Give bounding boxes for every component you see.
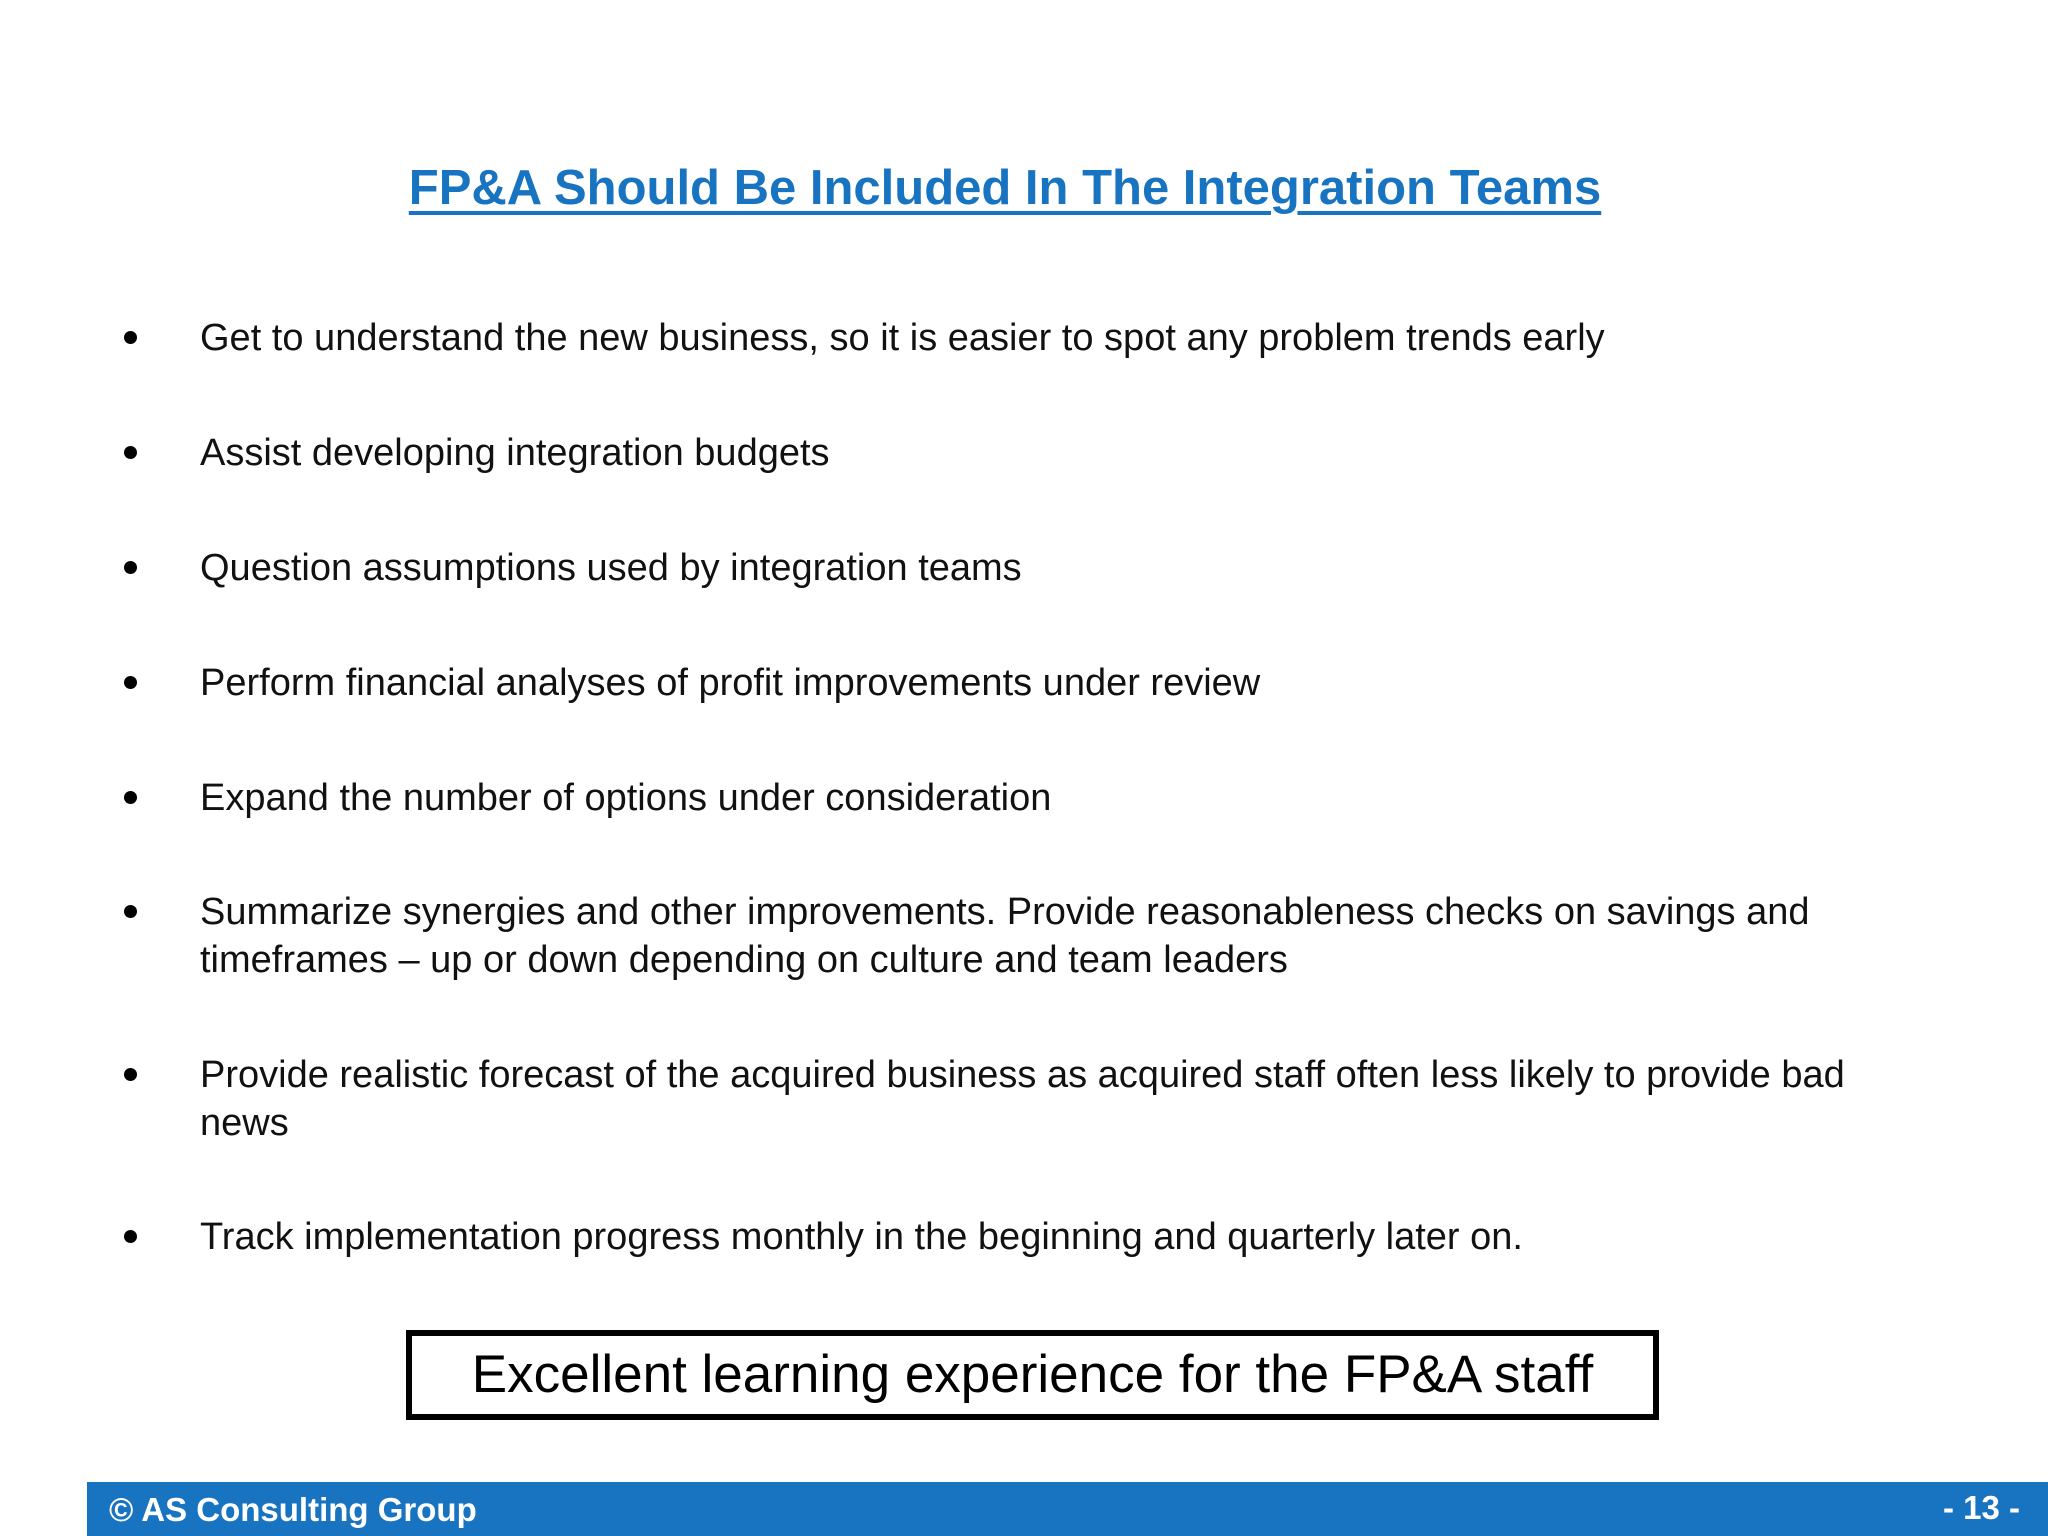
bullet-text: Provide realistic forecast of the acquired business as acquired staff often less likely to provide bad news: [200, 1054, 1845, 1144]
bullet-dot-icon: [124, 331, 137, 344]
slide-title: FP&A Should Be Included In The Integration Teams: [408, 161, 1602, 215]
bullet-text: Get to understand the new business, so it is easier to spot any problem trends early: [200, 317, 1605, 359]
bullet-dot-icon: [124, 561, 137, 574]
bullet-dot-icon: [124, 905, 137, 918]
bullet-text: Summarize synergies and other improvements. Provide reasonableness checks on savings and timeframes – up or down depending on culture and team leaders: [200, 891, 1810, 981]
footer-bar: [87, 1482, 2048, 1536]
bullet-text: Expand the number of options under consideration: [200, 777, 1052, 819]
bullet-dot-icon: [124, 446, 137, 459]
bullet-dot-icon: [124, 1230, 137, 1243]
bullet-text: Question assumptions used by integration teams: [200, 547, 1022, 589]
bullet-dot-icon: [124, 1068, 137, 1081]
callout-box: Excellent learning experience for the FP&A staff: [406, 1330, 1659, 1420]
bullet-dot-icon: [124, 676, 137, 689]
bullet-text: Track implementation progress monthly in the beginning and quarterly later on.: [200, 1216, 1523, 1258]
bullet-text: Perform financial analyses of profit improvements under review: [200, 662, 1261, 704]
bullet-dot-icon: [124, 791, 137, 804]
footer-copyright: © AS Consulting Group: [109, 1491, 477, 1528]
bullet-text: Assist developing integration budgets: [200, 432, 830, 474]
page-number: - 13 -: [1942, 1489, 2020, 1526]
